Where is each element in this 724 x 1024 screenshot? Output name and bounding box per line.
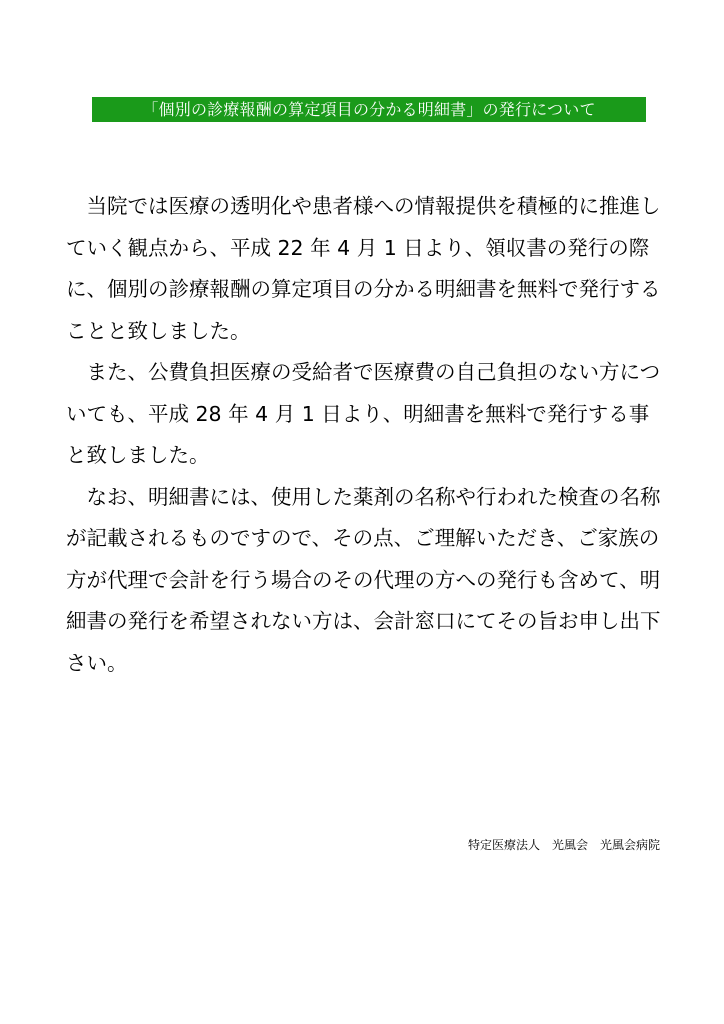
notice-title: 「個別の診療報酬の算定項目の分かる明細書」の発行について (142, 100, 596, 119)
notice-paragraph-1: 当院では医療の透明化や患者様への情報提供を積極的に推進していく観点から、平成 22 年 4 月 1 日より、領収書の発行の際に、個別の診療報酬の算定項目の分かる明細書を無料で発行することと致しました。 (66, 194, 661, 343)
notice-paragraph-3: なお、明細書には、使用した薬剤の名称や行われた検査の名称が記載されるものですので、その点、ご理解いただき、ご家族の方が代理で会計を行う場合のその代理の方への発行も含めて、明細書の発行を希望されない方は、会計窓口にてその旨お申し出下さい。 (66, 484, 661, 675)
issuer-signature: 特定医療法人 光風会 光風会病院 (467, 838, 660, 852)
notice-body (66, 186, 662, 684)
notice-title-banner (92, 97, 646, 122)
notice-paragraph-2: また、公費負担医療の受給者で医療費の自己負担のない方についても、平成 28 年 4 月 1 日より、明細書を無料で発行する事と致しました。 (66, 360, 661, 467)
